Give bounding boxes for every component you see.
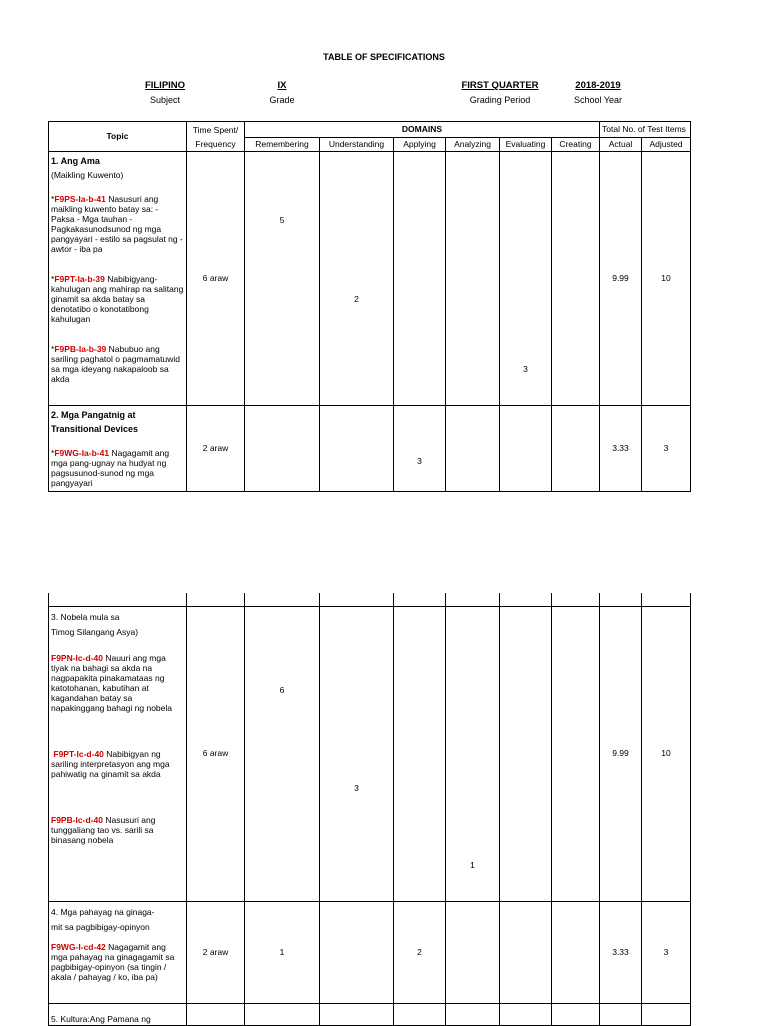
applying-cell: 2 (394, 901, 446, 1003)
topic-cell (49, 1003, 187, 1025)
competency-text (51, 815, 184, 845)
col-domains: DOMAINS (245, 122, 600, 138)
topic-cell (49, 406, 187, 492)
evaluating-cell (500, 406, 552, 492)
competency-description: Nabibigyan ng sariling interpretasyon ang mga pahiwatig na ginamit sa akda (51, 748, 170, 779)
competency-text (51, 749, 184, 779)
table-row (49, 1003, 691, 1025)
topic-cell (49, 606, 187, 901)
analyzing-cell (446, 606, 500, 901)
grading-period-caption: Grading Period (469, 95, 531, 106)
time-spent-cell: 6 araw (187, 152, 245, 406)
remembering-cell (245, 406, 320, 492)
actual-cell: 9.99 (600, 152, 642, 406)
evaluating-cell (500, 901, 552, 1003)
topic-title: Timog Silangang Asya) (51, 626, 139, 637)
topic-title: 1. Ang Ama (51, 156, 100, 166)
header-school-year (556, 80, 640, 106)
school-year-caption: School Year (573, 95, 623, 106)
evaluating-cell (500, 152, 552, 406)
understanding-cell (320, 152, 394, 406)
col-adjusted: Adjusted (642, 138, 691, 152)
adjusted-cell: 3 (642, 901, 691, 1003)
cell-value: 5 (279, 215, 285, 225)
competency-description: Nabubuo ang sariling paghatol o pagmamatuwid sa mga ideyang nakapaloob sa akda (51, 344, 180, 384)
table-row (49, 606, 691, 901)
time-spent-cell: 2 araw (187, 901, 245, 1003)
applying-cell (394, 606, 446, 901)
competency-description: Nagagamit ang mga pang-ugnay na hudyat ng pagsusunod-sunod ng mga pangyayari (51, 448, 170, 488)
competency-description: Nauuri ang mga tiyak na bahagi sa akda na nagpapakita pinakamataas ng katotohanan, kabutihan at kagandahan batay sa napakinggang bahagi ng nobela (51, 652, 173, 713)
topic-title: 3. Nobela mula sa (51, 611, 120, 622)
grading-period-value: FIRST QUARTER (461, 80, 539, 91)
competency-description: Nasusuri ang tunggaliang tao vs. sarili sa binasang nobela (51, 814, 156, 845)
tos-table-part-2 (48, 593, 691, 1026)
grade-value: IX (277, 80, 287, 91)
header-grade (250, 80, 314, 106)
time-spent-cell: 2 araw (187, 406, 245, 492)
creating-cell (552, 152, 600, 406)
col-understanding: Understanding (320, 138, 394, 152)
competency-code: F9PS-Ia-b-41 (54, 194, 106, 204)
table-row (49, 152, 691, 406)
analyzing-cell (446, 152, 500, 406)
understanding-cell (320, 606, 394, 901)
competency-description: Nagagamit ang mga pahayag na ginagagamit sa pagbibigay-opinyon (sa tingin / akala / pahayag / ko, iba pa) (51, 941, 175, 982)
subject-caption: Subject (149, 95, 181, 106)
topic-subtitle: (Maikling Kuwento) (51, 170, 124, 180)
cell-value: 6 (279, 684, 285, 695)
subject-value: FILIPINO (144, 80, 186, 91)
creating-cell (552, 606, 600, 901)
adjusted-cell: 10 (642, 152, 691, 406)
actual-cell: 9.99 (600, 606, 642, 901)
table-row (49, 406, 691, 492)
col-time-line1: Time Spent/ (187, 122, 245, 138)
header-subject (110, 80, 220, 106)
adjusted-cell: 10 (642, 606, 691, 901)
col-total: Total No. of Test Items (600, 122, 691, 138)
col-remembering: Remembering (245, 138, 320, 152)
competency-code: F9WG-Ia-b-41 (54, 448, 110, 458)
competency-code: F9PT-Ic-d-40 (53, 748, 104, 759)
remembering-cell (245, 606, 320, 901)
topic-title: 2. Mga Pangatnig at (51, 410, 136, 420)
competency-text: *F9PB-Ia-b-39 Nabubuo ang sariling paghatol o pagmamatuwid sa mga ideyang nakapaloob sa akda (51, 344, 180, 384)
col-time-line2: Frequency (187, 138, 245, 152)
competency-text (51, 653, 184, 713)
applying-cell (394, 406, 446, 492)
applying-cell (394, 152, 446, 406)
competency-description: Nabibigyang-kahulugan ang mahirap na salitang ginamit sa akda batay sa denotatibo o konotatibong kahulugan (51, 274, 184, 324)
competency-description: Nasusuri ang maikling kuwento batay sa: - Paksa - Mga tauhan - Pagkakasunodsunod ng mga pangyayari - estilo sa pagsulat ng - awtor - iba pa (51, 194, 183, 254)
evaluating-cell (500, 606, 552, 901)
analyzing-cell (446, 901, 500, 1003)
competency-code: F9PT-Ia-b-39 (54, 274, 105, 284)
col-actual: Actual (600, 138, 642, 152)
col-creating: Creating (552, 138, 600, 152)
table-row (49, 901, 691, 1003)
topic-cell (49, 152, 187, 406)
col-applying: Applying (394, 138, 446, 152)
cell-value: 1 (470, 859, 475, 870)
cell-value: 3 (417, 456, 422, 466)
adjusted-cell: 3 (642, 406, 691, 492)
cell-value: 2 (354, 294, 359, 304)
competency-code: F9WG-I-cd-42 (51, 941, 106, 952)
topic-title: mit sa pagbibigay-opinyon (51, 921, 150, 932)
topic-title: 5. Kultura:Ang Pamana ng (51, 1013, 151, 1024)
col-topic: Topic (49, 122, 187, 152)
competency-text: *F9PS-Ia-b-41 Nasusuri ang maikling kuwento batay sa: - Paksa - Mga tauhan - Pagkakasunodsunod ng mga pangyayari - estilo sa pagsulat ng - awtor - iba pa (51, 194, 183, 254)
competency-text: *F9PT-Ia-b-39 Nabibigyang-kahulugan ang mahirap na salitang ginamit sa akda batay sa denotatibo o konotatibong kahulugan (51, 274, 184, 324)
col-evaluating: Evaluating (500, 138, 552, 152)
competency-code: F9PB-Ia-b-39 (54, 344, 107, 354)
understanding-cell (320, 901, 394, 1003)
document-title: TABLE OF SPECIFICATIONS (323, 52, 445, 62)
header-grading-period (452, 80, 548, 106)
topic-title: 4. Mga pahayag na ginaga- (51, 906, 155, 917)
remembering-cell: 1 (245, 901, 320, 1003)
remembering-cell (245, 152, 320, 406)
topic-cell (49, 901, 187, 1003)
continuation-row (49, 593, 691, 606)
school-year-value: 2018-2019 (575, 80, 621, 91)
creating-cell (552, 406, 600, 492)
actual-cell: 3.33 (600, 901, 642, 1003)
understanding-cell (320, 406, 394, 492)
time-spent-cell: 6 araw (187, 606, 245, 901)
creating-cell (552, 901, 600, 1003)
actual-cell: 3.33 (600, 406, 642, 492)
competency-text (51, 942, 184, 982)
competency-text: *F9WG-Ia-b-41 Nagagamit ang mga pang-ugnay na hudyat ng pagsusunod-sunod ng mga pangyayari (51, 448, 170, 488)
tos-table-part-1 (48, 121, 691, 492)
competency-code: F9PN-Ic-d-40 (51, 652, 103, 663)
col-analyzing: Analyzing (446, 138, 500, 152)
cell-value: 3 (523, 364, 528, 374)
topic-title: Transitional Devices (51, 424, 139, 434)
analyzing-cell (446, 406, 500, 492)
competency-code: F9PB-Ic-d-40 (51, 814, 103, 825)
cell-value: 3 (354, 782, 359, 793)
grade-caption: Grade (269, 95, 295, 106)
